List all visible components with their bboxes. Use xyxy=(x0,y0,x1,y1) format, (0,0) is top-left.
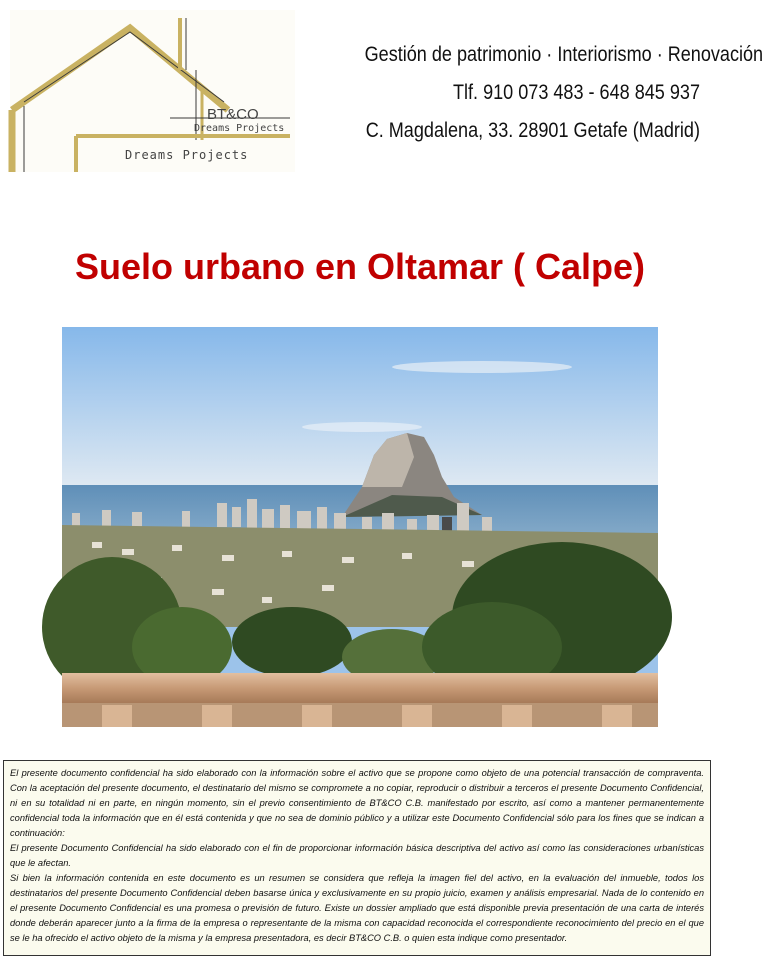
disclaimer-paragraph: El presente Documento Confidencial ha sido elaborado con el fin de proporcionar información básica descriptiva del activo así como las consideraciones urbanísticas que le afectan. xyxy=(10,843,704,868)
disclaimer-paragraph: El presente documento confidencial ha sido elaborado con la información sobre el activo que se propone como objeto de una potencial transacción de compraventa. Con la aceptación del presente documento, el destinatario del mismo se compromete a no copiar, reproducir o distribuir a terceros el presente Documento Confidencial, ni en su totalidad ni en parte, en ningún momento, sin el previo consentimiento de BT&CO C.B. manifestado por escrito, así como a mantener permanentemente confidencial toda la información que en él está contenida y que no sea de dominio público y a utilizar este Documento Confidencial sólo para los fines que se indican a continuación: xyxy=(10,768,704,838)
company-logo xyxy=(10,10,295,172)
confidentiality-disclaimer xyxy=(3,760,711,956)
disclaimer-paragraph: Si bien la información contenida en este documento es un resumen se considera que refleja la imagen fiel del activo, en la evaluación del inmueble, todos los destinatarios del presente Documento Confidencial deben basarse única y exclusivamente en su propio juicio, examen y análisis empresarial. Nada de lo contenido en el presente Documento Confidencial es una promesa o previsión de futuro. Existe un dossier ampliado que está disponible previa presentación de una carta de interés donde deberán aparecer junto a la firma de la empresa o representante de la misma con capacidad reconocida el correspondiente reconocimiento del precio en el que se le ha ofrecido el activo objeto de la misma y la empresa presentadora, es decir BT&CO C.B. o quien esta indique como presentador. xyxy=(10,873,704,943)
page-title: Suelo urbano en Oltamar ( Calpe) xyxy=(74,246,646,287)
logo-brand-text: BT&CO xyxy=(207,106,259,123)
services-line: Gestión de patrimonio · Interiorismo · Renovación xyxy=(364,43,763,66)
logo-tagline-large: Dreams Projects xyxy=(125,148,249,162)
landscape-photo xyxy=(62,327,658,727)
contact-info xyxy=(310,36,763,150)
address-line: C. Magdalena, 33. 28901 Getafe (Madrid) xyxy=(365,119,700,142)
logo-tagline-small: Dreams Projects xyxy=(194,123,285,134)
phone-line: Tlf. 910 073 483 - 648 845 937 xyxy=(452,81,700,104)
